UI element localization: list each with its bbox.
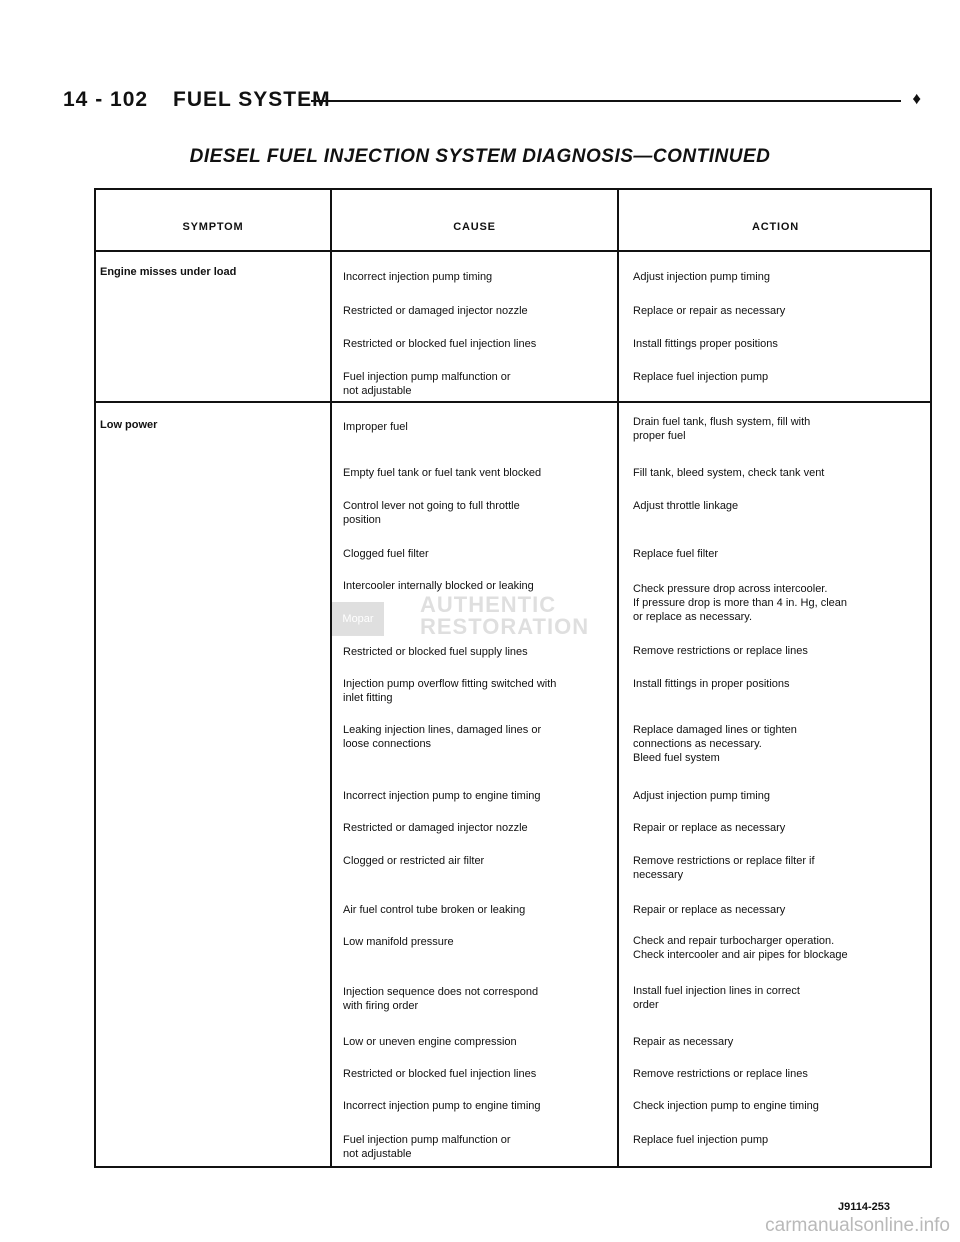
action-cell: Drain fuel tank, flush system, fill with proper fuel (633, 416, 811, 442)
action-cell: Remove restrictions or replace lines (633, 645, 808, 657)
diamond-icon: ♦ (912, 89, 921, 108)
action-cell: Adjust injection pump timing (633, 271, 770, 283)
action-cell: Install fittings proper positions (633, 338, 778, 350)
action-cell: Remove restrictions or replace filter if necessary (633, 855, 815, 881)
action-cell: Repair as necessary (633, 1036, 734, 1048)
action-cell: Install fittings in proper positions (633, 678, 790, 690)
column-header-symptom: SYMPTOM (182, 221, 244, 233)
action-cell: Adjust injection pump timing (633, 790, 770, 802)
symptom-label: Low power (100, 419, 158, 431)
cause-cell: Injection sequence does not correspond with firing order (343, 986, 539, 1012)
action-cell: Remove restrictions or replace lines (633, 1068, 808, 1080)
cause-cell: Leaking injection lines, damaged lines or loose connections (343, 724, 542, 750)
header-divider (96, 250, 930, 252)
watermark (332, 594, 622, 640)
cause-cell: Empty fuel tank or fuel tank vent blocked (343, 467, 542, 479)
cause-cell: Low manifold pressure (343, 936, 454, 948)
cause-cell: Incorrect injection pump timing (343, 271, 493, 283)
cause-cell: Improper fuel (343, 421, 408, 433)
column-header-cause: CAUSE (453, 221, 496, 233)
diagnosis-table (94, 188, 932, 1168)
cause-cell: Restricted or damaged injector nozzle (343, 822, 528, 834)
column-divider (330, 190, 332, 1166)
column-header-action: ACTION (752, 221, 799, 233)
action-cell: Replace fuel filter (633, 548, 718, 560)
page-title: DIESEL FUEL INJECTION SYSTEM DIAGNOSIS—CONTINUED (189, 146, 771, 167)
action-cell: Adjust throttle linkage (633, 500, 739, 512)
cause-cell: Clogged or restricted air filter (343, 855, 485, 867)
action-cell: Repair or replace as necessary (633, 822, 786, 834)
cause-cell: Fuel injection pump malfunction or not adjustable (343, 371, 511, 397)
mopar-logo-icon: Mopar (332, 602, 384, 636)
action-cell: Check injection pump to engine timing (633, 1100, 819, 1112)
cause-cell: Incorrect injection pump to engine timing (343, 790, 541, 802)
cause-cell: Restricted or blocked fuel injection lines (343, 1068, 537, 1080)
site-watermark-link[interactable]: carmanualsonline.info (765, 1215, 950, 1236)
action-cell: Install fuel injection lines in correct order (633, 985, 800, 1011)
cause-cell: Incorrect injection pump to engine timing (343, 1100, 541, 1112)
page-number: 14 - 102 (63, 88, 149, 111)
action-cell: Replace fuel injection pump (633, 1134, 769, 1146)
action-cell: Replace damaged lines or tighten connections as necessary. Bleed fuel system (633, 724, 797, 764)
cause-cell: Intercooler internally blocked or leaking (343, 580, 534, 592)
cause-cell: Restricted or damaged injector nozzle (343, 305, 528, 317)
cause-cell: Injection pump overflow fitting switched with inlet fitting (343, 678, 557, 704)
action-cell: Fill tank, bleed system, check tank vent (633, 467, 825, 479)
section-title: FUEL SYSTEM (173, 88, 331, 111)
action-cell: Repair or replace as necessary (633, 904, 786, 916)
watermark-text: AUTHENTIC RESTORATION (420, 592, 590, 639)
cause-cell: Clogged fuel filter (343, 548, 429, 560)
symptom-label: Engine misses under load (100, 266, 237, 278)
action-cell: Check pressure drop across intercooler. If pressure drop is more than 4 in. Hg, clean or replace as necessary. (633, 583, 847, 623)
action-cell: Check and repair turbocharger operation. Check intercooler and air pipes for blockage (633, 935, 848, 961)
action-cell: Replace fuel injection pump (633, 371, 769, 383)
figure-code: J9114-253 (838, 1201, 890, 1213)
header-rule (311, 100, 901, 102)
column-divider (617, 190, 619, 1166)
cause-cell: Restricted or blocked fuel supply lines (343, 646, 528, 658)
cause-cell: Air fuel control tube broken or leaking (343, 904, 526, 916)
action-cell: Replace or repair as necessary (633, 305, 786, 317)
page-header (63, 88, 921, 118)
group-divider (96, 401, 930, 403)
cause-cell: Restricted or blocked fuel injection lines (343, 338, 537, 350)
cause-cell: Low or uneven engine compression (343, 1036, 517, 1048)
cause-cell: Fuel injection pump malfunction or not adjustable (343, 1134, 511, 1160)
cause-cell: Control lever not going to full throttle position (343, 500, 520, 526)
